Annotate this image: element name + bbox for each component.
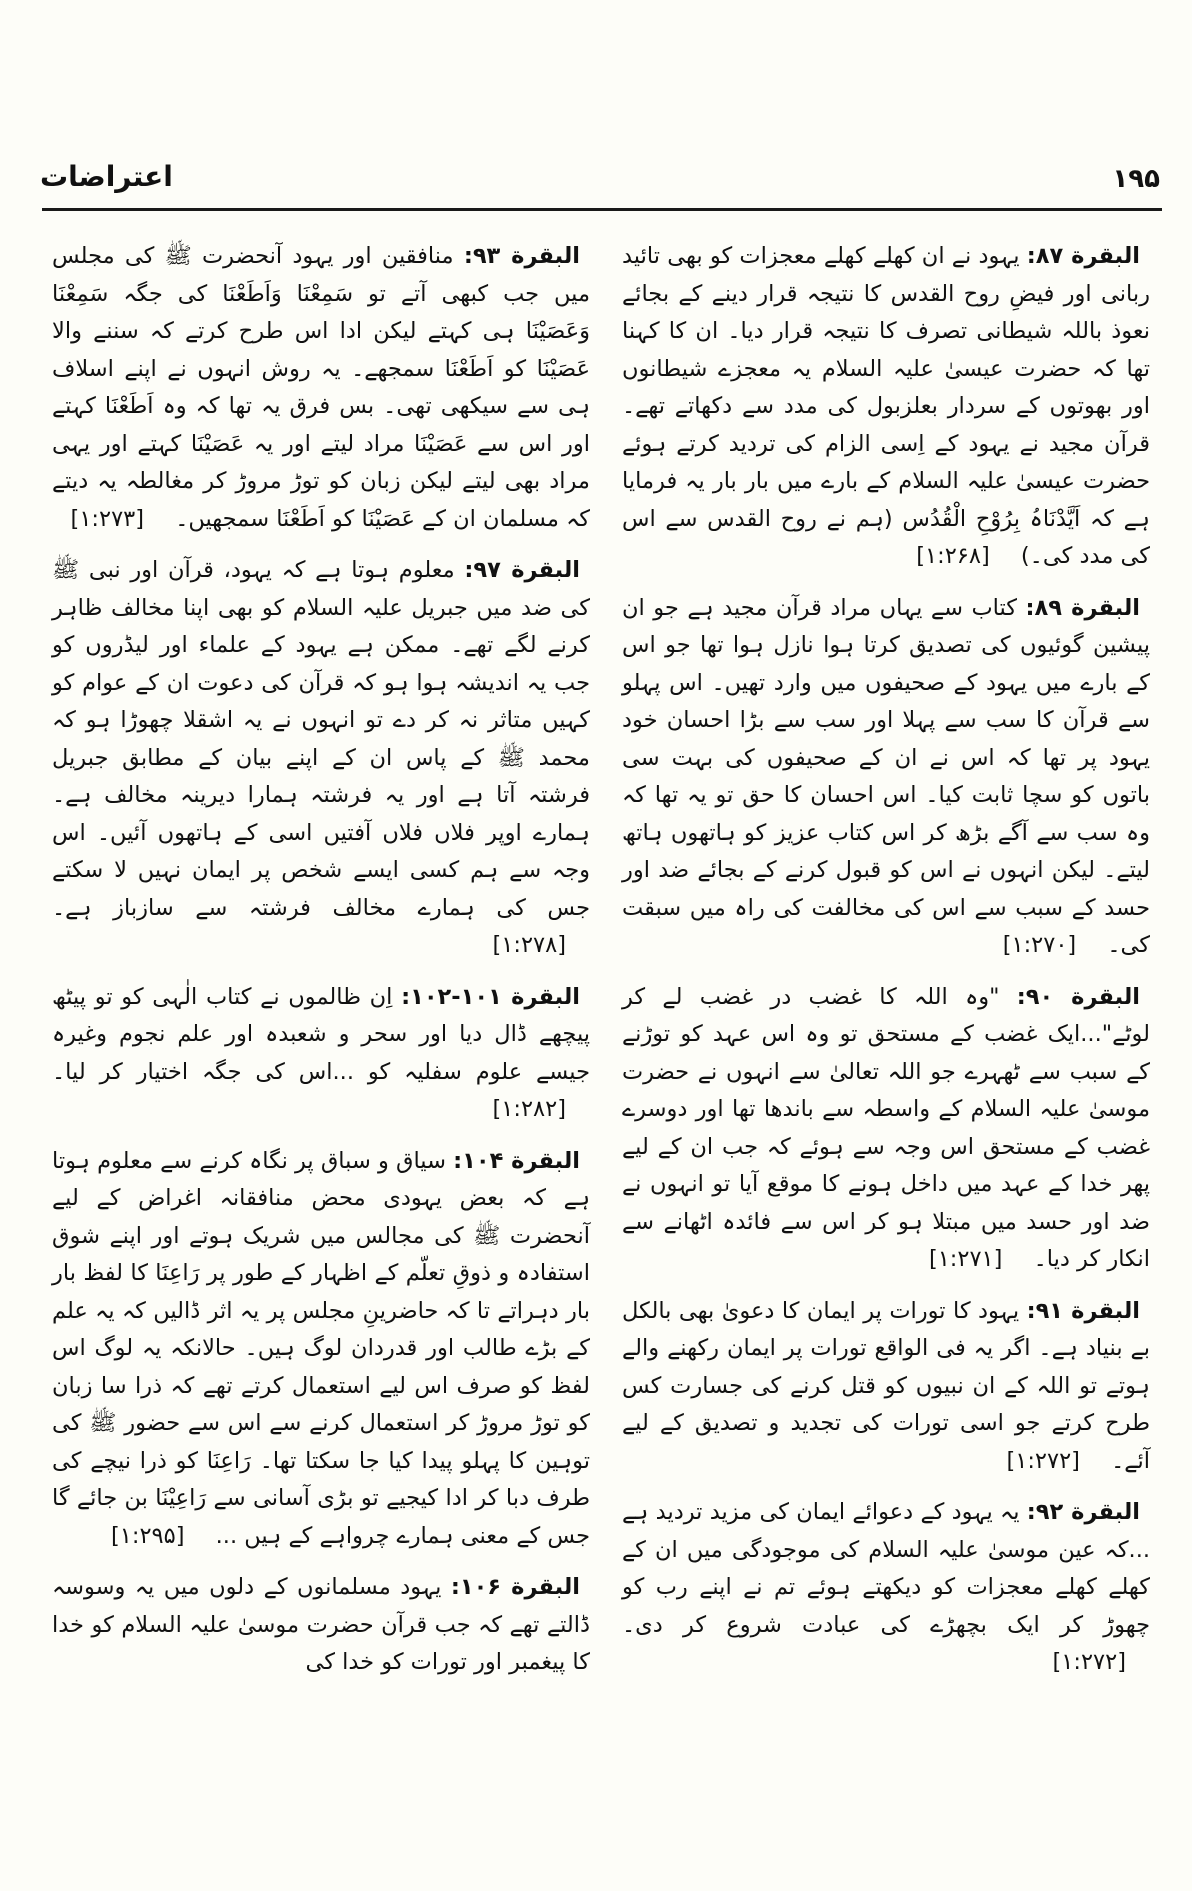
reference: [۱:۲۸۲] [492, 1096, 566, 1122]
entry-baqarah-92 [622, 1494, 1150, 1682]
entry-text: "وہ اللہ کا غضب در غضب لے کر لوٹے"...ایک غضب کے مستحق تو وہ اس عہد کو توڑنے کے سبب سے ٹھہرے جو اللہ تعالیٰ سے انہوں نے حضرت موسیٰ علیہ السلام کے واسطہ سے باندھا تھا اور دوسرے غضب کے مستحق اس وجہ سے ہوئے کہ جب ان کے لیے پھر خدا کے عہد میں داخل ہونے کا موقع آیا تو انہوں نے ضد اور حسد میں مبتلا ہو کر اس سے فائدہ اٹھانے سے انکار کر دیا۔ [622, 983, 1150, 1272]
entry-baqarah-93 [52, 238, 590, 538]
entry-baqarah-97 [52, 552, 590, 965]
entry-baqarah-90 [622, 979, 1150, 1279]
verse-label: البقرة ۸۹: [1025, 594, 1140, 621]
entry-baqarah-101-102 [52, 979, 590, 1129]
verse-label: البقرة ۱۰۱-۱۰۲: [401, 983, 580, 1010]
reference: [۱:۲۹۵] [111, 1522, 185, 1549]
entry-text: اِن ظالموں نے کتاب الٰہی کو تو پیٹھ پیچھے ڈال دیا اور سحر و شعبدہ اور علم نجوم وغیرہ جیسے علوم سفلیہ کو ...اس کی جگہ اختیار کر لیا۔ [52, 983, 590, 1085]
entry-text: کتاب سے یہاں مراد قرآن مجید ہے جو ان پیشین گوئیوں کی تصدیق کرتا ہوا نازل ہوا تھا جو اس کے بارے میں یہود کے صحیفوں میں وارد تھیں۔ اس پہلو سے قرآن کا سب سے پہلا اور سب سے بڑا احسان خود یہود پر تھا کہ اس نے ان کے صحیفوں کی بہت سی باتوں کو سچا ثابت کیا۔ اس احسان کا حق تو یہ تھا کہ وہ سب سے آگے بڑھ کر اس کتاب عزیز کو ہاتھوں ہاتھ لیتے۔ لیکن انہوں نے اس کو قبول کرنے کے بجائے ضد اور حسد کے سبب سے اس کی مخالفت کی راہ میں سبقت کی۔ [622, 594, 1150, 958]
reference: [۱:۲۷۸] [492, 932, 566, 958]
reference: [۱:۲۶۸] [916, 543, 990, 569]
verse-label: البقرة ۱۰۴: [453, 1147, 580, 1174]
page-number: ۱۹۵ [1112, 164, 1160, 194]
verse-label: البقرة ۹۷: [464, 557, 581, 583]
entry-text: یہود مسلمانوں کے دلوں میں یہ وسوسہ ڈالتے تھے کہ جب قرآن حضرت موسیٰ علیہ السلام کو خدا کا پیغمبر اور تورات کو خدا کی [52, 1574, 590, 1675]
running-title: اعتراضات [40, 160, 173, 193]
reference: [۱:۲۷۲] [1052, 1649, 1126, 1675]
entry-baqarah-106 [52, 1569, 590, 1682]
entry-text: یہ یہود کے دعوائے ایمان کی مزید تردید ہے ...کہ عین موسیٰ علیہ السلام کی موجودگی میں ان کے کھلے کھلے معجزات کو دیکھتے ہوئے تم نے اپنے رب کو چھوڑ کر ایک بچھڑے کی عبادت شروع کر دی۔ [622, 1499, 1150, 1638]
entry-text: یہود نے ان کھلے کھلے معجزات کو بھی تائید ربانی اور فیضِ روح القدس کا نتیجہ قرار دینے کے بجائے نعوذ باللہ شیطانی تصرف کا نتیجہ قرار دیا۔ ان کا کہنا تھا کہ حضرت عیسیٰ علیہ السلام یہ معجزے شیطانوں اور بھوتوں کے سردار بعلزبول کی مدد سے دکھاتے تھے۔ قرآن مجید نے یہود کے اِسی الزام کی تردید کرتے ہوئے حضرت عیسیٰ علیہ السلام کے بارے میں بار بار یہ فرمایا ہے کہ اَیَّدْنَاہُ بِرُوْحِ الْقُدُس (ہم نے روح القدس سے اس کی مدد کی۔) [622, 243, 1150, 569]
entry-text: یہود کا تورات پر ایمان کا دعویٰ بھی بالکل بے بنیاد ہے۔ اگر یہ فی الواقع تورات پر ایمان رکھنے والے ہوتے تو اللہ کے ان نبیوں کو قتل کرنے کی جسارت کس طرح کرتے جو اسی تورات کی تجدید و تصدیق کے لیے آئے۔ [622, 1297, 1150, 1474]
reference: [۱:۲۷۲] [1006, 1447, 1080, 1474]
verse-label: البقرة ۹۰: [1016, 983, 1140, 1010]
entry-baqarah-89 [622, 590, 1150, 965]
verse-label: البقرة ۹۱: [1026, 1297, 1140, 1324]
page-header [40, 160, 1160, 210]
verse-label: البقرة ۹۳: [463, 243, 580, 269]
entry-baqarah-91 [622, 1293, 1150, 1481]
entry-baqarah-104 [52, 1143, 590, 1556]
reference: [۱:۲۷۳] [70, 505, 145, 532]
reference: [۱:۲۷۱] [928, 1246, 1003, 1272]
right-column [622, 238, 1150, 1696]
reference: [۱:۲۷۰] [1002, 932, 1077, 958]
entry-text: سیاق و سباق پر نگاہ کرنے سے معلوم ہوتا ہے کہ بعض یہودی محض منافقانہ اغراض کے لیے آنحضرت ﷺ کی مجالس میں شریک ہوتے اور اپنے شوق استفادہ و ذوقِ تعلّم کے اظہار کے طور پر رَاعِنَا کا لفظ بار بار دہراتے تا کہ حاضرینِ مجلس پر یہ اثر ڈالیں کہ یہ علم کے بڑے طالب اور قدردان لوگ ہیں۔ حالانکہ یہ لوگ اس لفظ کو صرف اس لیے استعمال کرتے تھے کہ ذرا سا زبان کو توڑ مروڑ کر استعمال کرنے سے اس سے حضور ﷺ کی توہین کا پہلو پیدا کیا جا سکتا تھا۔ رَاعِنَا کو ذرا نیچے کی طرف دبا کر ادا کیجیے تو بڑی آسانی سے رَاعِیْنَا بن جائے گا جس کے معنی ہمارے چرواہے کے ہیں ... [52, 1147, 590, 1549]
verse-label: البقرة ۱۰۶: [450, 1574, 581, 1600]
verse-label: البقرة ۸۷: [1026, 243, 1140, 269]
entry-text: معلوم ہوتا ہے کہ یہود، قرآن اور نبی ﷺ کی ضد میں جبریل علیہ السلام کو بھی اپنا مخالف ظاہر کرنے لگے تھے۔ ممکن ہے یہود کے علماء اور لیڈروں کو جب یہ اندیشہ ہوا ہو کہ قرآن کی دعوت ان کے عوام کو کہیں متاثر نہ کر دے تو انہوں نے یہ اشقلا چھوڑا ہو کہ محمد ﷺ کے پاس ان کے اپنے بیان کے مطابق جبریل فرشتہ آتا ہے اور یہ فرشتہ ہمارا دیرینہ مخالف ہے۔ ہمارے اوپر فلاں فلاں آفتیں اسی کے ہاتھوں آئیں۔ اس وجہ سے ہم کسی ایسے شخص پر ایمان نہیں لا سکتے جس کی ہمارے مخالف فرشتہ سے سازباز ہے۔ [52, 557, 590, 921]
entry-baqarah-87 [622, 238, 1150, 576]
verse-label: البقرة ۹۲: [1026, 1499, 1140, 1525]
header-rule [42, 208, 1162, 211]
entry-text: منافقین اور یہود آنحضرت ﷺ کی مجلس میں جب کبھی آتے تو سَمِعْنَا وَاَطَعْنَا کی جگہ سَمِعْنَا وَعَصَیْنَا ہی کہتے لیکن ادا اس طرح کرتے کہ سننے والا عَصَیْنَا کو اَطَعْنَا سمجھے۔ یہ روش انہوں نے اپنے اسلاف ہی سے سیکھی تھی۔ بس فرق یہ تھا کہ وہ اَطَعْنَا کہتے اور اس سے عَصَیْنَا مراد لیتے اور یہ عَصَیْنَا کہتے اور یہی مراد بھی لیتے لیکن زبان کو توڑ مروڑ کر مغالطہ یہ دیتے کہ مسلمان ان کے عَصَیْنَا کو اَطَعْنَا سمجھیں۔ [52, 243, 590, 532]
left-column [52, 238, 590, 1696]
